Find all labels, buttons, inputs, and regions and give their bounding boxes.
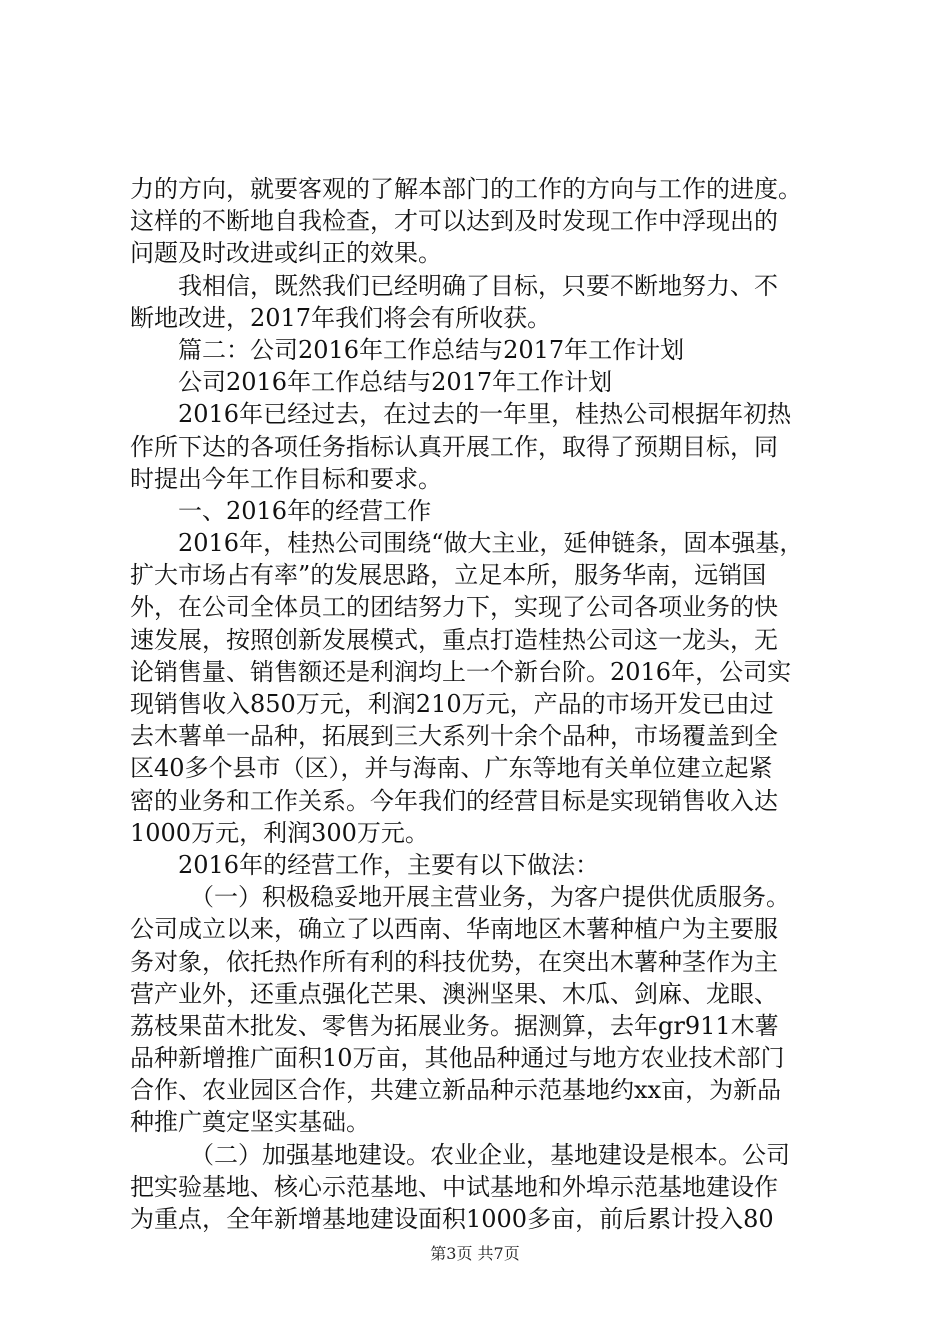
text-line: 外，在公司全体员工的团结努力下，实现了公司各项业务的快 bbox=[130, 593, 778, 622]
text-line: 这样的不断地自我检查，才可以达到及时发现工作中浮现出的 bbox=[130, 207, 778, 236]
text-line: （一）积极稳妥地开展主营业务，为客户提供优质服务。 bbox=[190, 883, 790, 912]
text-line: 2016年的经营工作，主要有以下做法： bbox=[178, 850, 600, 879]
text-line: 篇二：公司2016年工作总结与2017年工作计划 bbox=[178, 335, 685, 364]
text-line: 区40多个县市（区），并与海南、广东等地有关单位建立起紧 bbox=[130, 754, 773, 783]
text-line: 品种新增推广面积10万亩，其他品种通过与地方农业技术部门 bbox=[130, 1044, 785, 1073]
text-line: 扩大市场占有率”的发展思路，立足本所，服务华南，远销国 bbox=[130, 561, 767, 590]
text-line: 速发展，按照创新发展模式，重点打造桂热公司这一龙头，无 bbox=[130, 625, 778, 654]
text-line: 荔枝果苗木批发、零售为拓展业务。据测算，去年gr911木薯 bbox=[130, 1011, 779, 1040]
text-line: 把实验基地、核心示范基地、中试基地和外埠示范基地建设作 bbox=[130, 1172, 778, 1201]
text-line: 公司成立以来，确立了以西南、华南地区木薯种植户为主要服 bbox=[130, 915, 778, 944]
text-line: 营产业外，还重点强化芒果、澳洲坚果、木瓜、剑麻、龙眼、 bbox=[130, 979, 778, 1008]
text-line: 问题及时改进或纠正的效果。 bbox=[130, 239, 442, 268]
text-line: 论销售量、销售额还是利润均上一个新台阶。2016年，公司实 bbox=[130, 657, 792, 686]
text-line: 公司2016年工作总结与2017年工作计划 bbox=[178, 368, 613, 397]
text-line: 务对象，依托热作所有利的科技优势，在突出木薯种茎作为主 bbox=[130, 947, 778, 976]
text-line: 去木薯单一品种，拓展到三大系列十余个品种，市场覆盖到全 bbox=[130, 722, 778, 751]
text-line: 2016年已经过去，在过去的一年里，桂热公司根据年初热 bbox=[178, 400, 792, 429]
text-line: 合作、农业园区合作，共建立新品种示范基地约xx亩，为新品 bbox=[130, 1076, 782, 1105]
text-line: 作所下达的各项任务指标认真开展工作，取得了预期目标，同 bbox=[130, 432, 778, 461]
text-line: 现销售收入850万元，利润210万元，产品的市场开发已由过 bbox=[130, 690, 774, 718]
page-number-label: 第3页 共7页 bbox=[430, 1244, 520, 1263]
text-line: 断地改进，2017年我们将会有所收获。 bbox=[130, 303, 552, 332]
document-body bbox=[130, 173, 830, 1235]
text-line: 密的业务和工作关系。今年我们的经营目标是实现销售收入达 bbox=[130, 786, 778, 815]
text-line: 一、2016年的经营工作 bbox=[178, 496, 432, 525]
text-line: 为重点，全年新增基地建设面积1000多亩，前后累计投入80 bbox=[130, 1205, 774, 1233]
text-line: 我相信，既然我们已经明确了目标，只要不断地努力、不 bbox=[178, 271, 778, 300]
text-line: 2016年，桂热公司围绕“做大主业，延伸链条，固本强基， bbox=[178, 529, 804, 558]
text-line: 种推广奠定坚实基础。 bbox=[130, 1108, 370, 1137]
page-footer bbox=[0, 1244, 950, 1264]
text-line: （二）加强基地建设。农业企业，基地建设是根本。公司 bbox=[190, 1140, 790, 1169]
text-line: 力的方向，就要客观的了解本部门的工作的方向与工作的进度。 bbox=[130, 175, 802, 203]
text-line: 1000万元，利润300万元。 bbox=[130, 818, 429, 847]
text-line: 时提出今年工作目标和要求。 bbox=[130, 464, 442, 493]
